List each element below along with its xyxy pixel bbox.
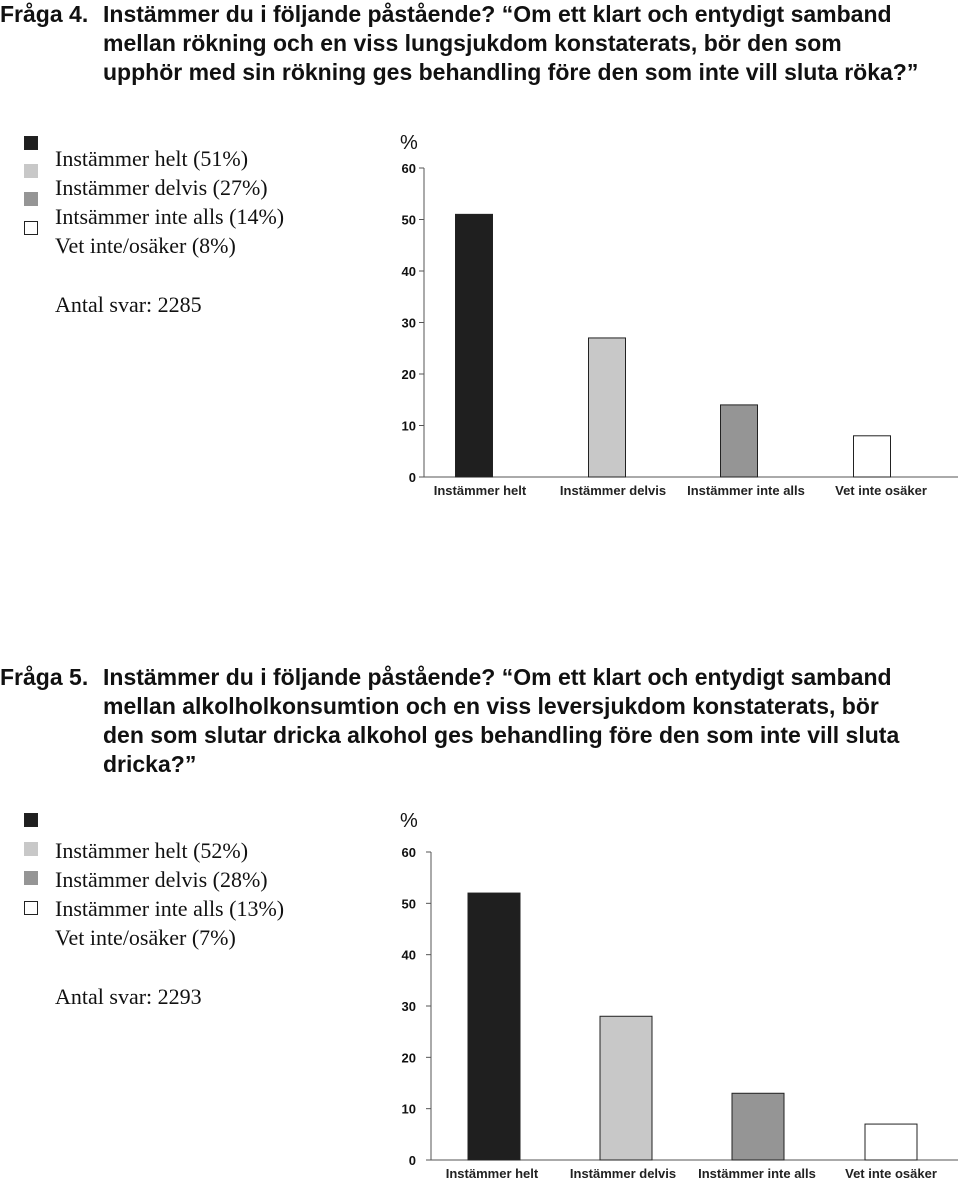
legend-item: Instämmer inte alls (13%) xyxy=(55,896,285,921)
bar xyxy=(589,338,626,477)
y-tick-label: 0 xyxy=(408,1153,416,1168)
question-4-line-2: mellan rökning och en viss lungsjukdom konstaterats, bör den som xyxy=(103,30,842,56)
question-5-line-2: mellan alkolholkonsumtion och en viss leversjukdom konstaterats, bör xyxy=(103,693,879,719)
response-count: Antal svar: 2285 xyxy=(55,292,202,317)
y-tick-label: 60 xyxy=(401,161,416,176)
question-5-line-4: dricka?” xyxy=(103,751,197,777)
legend-swatch-light-gray xyxy=(24,842,38,856)
bar xyxy=(721,405,758,477)
question-4-number: Fråga 4. xyxy=(0,1,89,27)
legend-swatch-black xyxy=(24,813,38,827)
legend-item: Intsämmer inte alls (14%) xyxy=(55,204,285,229)
x-tick-label: Instämmer helt xyxy=(433,483,527,498)
legend-item: Instämmer delvis (28%) xyxy=(55,867,268,892)
bar xyxy=(854,436,891,477)
y-tick-label: 50 xyxy=(401,212,416,228)
legend-item: Instämmer helt (52%) xyxy=(55,838,249,863)
question-5-line-1: Instämmer du i följande påstående? “Om ett klart och entydigt samband xyxy=(103,664,892,690)
y-tick-label: 0 xyxy=(408,470,416,485)
x-tick-label: Instämmer inte alls xyxy=(687,483,805,498)
bar xyxy=(456,214,493,477)
x-tick-label: Vet inte osäker xyxy=(835,483,927,498)
question-4-line-3: upphör med sin rökning ges behandling före den som inte vill sluta röka?” xyxy=(103,59,919,85)
x-tick-label: Instämmer helt xyxy=(445,1166,539,1181)
question-5-line-3: den som slutar dricka alkohol ges behandling före den som inte vill sluta xyxy=(103,722,900,748)
y-tick-label: 30 xyxy=(401,315,416,331)
y-tick-label: 20 xyxy=(401,367,416,382)
x-tick-label: Vet inte osäker xyxy=(845,1166,937,1181)
response-count: Antal svar: 2293 xyxy=(55,984,202,1009)
y-tick-label: 60 xyxy=(401,845,416,860)
legend-swatch-white xyxy=(24,901,38,915)
y-tick-label: 10 xyxy=(401,1101,416,1117)
y-tick-label: 50 xyxy=(401,896,416,912)
y-tick-label: 30 xyxy=(401,999,416,1014)
legend-swatch-mid-gray xyxy=(24,871,38,885)
y-axis-unit: % xyxy=(400,132,418,154)
x-tick-label: Instämmer inte alls xyxy=(698,1166,816,1181)
question-5-number: Fråga 5. xyxy=(0,664,89,690)
legend-item: Vet inte/osäker (7%) xyxy=(55,925,236,950)
y-tick-label: 20 xyxy=(401,1050,416,1066)
x-tick-label: Instämmer delvis xyxy=(559,483,667,498)
legend-item: Vet inte/osäker (8%) xyxy=(55,233,236,258)
y-tick-label: 10 xyxy=(401,418,416,434)
question-4-line-1: Instämmer du i följande påstående? “Om ett klart och entydigt samband xyxy=(103,1,892,27)
y-axis-unit: % xyxy=(400,810,418,832)
x-tick-label: Instämmer delvis xyxy=(569,1166,677,1181)
legend-item: Instämmer helt (51%) xyxy=(55,146,249,171)
y-tick-label: 40 xyxy=(401,947,416,963)
legend-item: Instämmer delvis (27%) xyxy=(55,175,268,200)
question-5-legend xyxy=(0,836,380,1036)
y-tick-label: 40 xyxy=(401,264,416,279)
